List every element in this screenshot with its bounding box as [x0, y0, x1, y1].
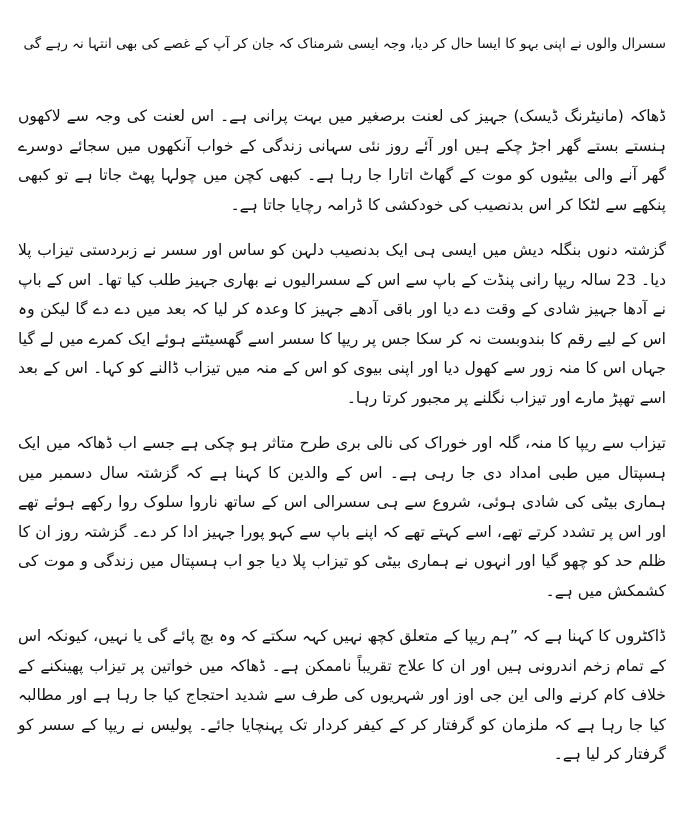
article-paragraph: ڈھاکہ (مانیٹرنگ ڈیسک) جہیز کی لعنت برصغیر میں بہت پرانی ہے۔ اس لعنت کی وجہ سے لاکھوں ہنستے بستے گھر اجڑ چکے ہیں اور آئے روز نئی سہانی زندگی کے خواب آنکھوں میں سجائے دوسرے گھر آنے والی بیٹیوں کو موت کے گھاٹ اتارا جا رہا ہے۔ کبھی کچن میں چولہا پھٹ جاتا ہے تو کبھی پنکھے سے لٹکا کر اس بدنصیب کی خودکشی کا ڈرامہ رچایا جاتا ہے۔ — [18, 107, 666, 214]
article-paragraph: گزشتہ دنوں بنگلہ دیش میں ایسی ہی ایک بدنصیب دلہن کو ساس اور سسر نے زبردستی تیزاب پلا دیا۔ 23 سالہ ریپا رانی پنڈت کے باپ سے اس کے سسرالیوں نے بھاری جہیز طلب کیا تھا۔ اس کے باپ نے آدھا جہیز شادی کے وقت دے دیا اور باقی آدھے جہیز کا وعدہ کر لیا کہ بعد میں دے دے گا لیکن وہ اس کے لیے رقم کا بندوبست نہ کر سکا جس پر ریپا کا سسر اسے گھسیٹتے ہوئے ایک کمرے میں لے گیا جہاں اس کا منہ زور سے کھول دیا اور اپنی بیوی کو اس کے منہ میں تیزاب ڈالنے کو کہا۔ اس کے بعد اسے تھپڑ مارے اور تیزاب نگلنے پر مجبور کرتا رہا۔ — [18, 241, 667, 407]
article-paragraph: تیزاب سے ریپا کا منہ، گلہ اور خوراک کی نالی بری طرح متاثر ہو چکی ہے جسے اب ڈھاکہ میں ایک ہسپتال میں طبی امداد دی جا رہی ہے۔ اس کے والدین کا کہنا ہے کہ گزشتہ سال دسمبر میں ہماری بیٹی کی شادی ہوئی، شروع سے ہی سسرالی اس کے ساتھ ناروا سلوک روا رکھے ہوئے تھے اور اس پر تشدد کرتے تھے، اسے کہتے تھے کہ اپنے باپ سے کہو پورا جہیز ادا کر دے۔ گزشتہ روز ان کا ظلم حد کو چھو گیا اور انہوں نے ہماری بیٹی کو تیزاب پلا دیا جو اب ہسپتال میں زندگی و موت کی کشمکش میں ہے۔ — [18, 434, 666, 600]
article-headline: سسرال والوں نے اپنی بہو کا ایسا حال کر دیا، وجہ ایسی شرمناک کہ جان کر آپ کے غصے کی بھی انتہا نہ رہے گی — [23, 36, 666, 52]
article-body — [18, 102, 666, 770]
article-paragraph: ڈاکٹروں کا کہنا ہے کہ ”ہم ریپا کے متعلق کچھ نہیں کہہ سکتے کہ وہ بچ پائے گی یا نہیں، کیونکہ اس کے تمام زخم اندرونی ہیں اور ان کا علاج تقریباً ناممکن ہے۔ ڈھاکہ میں خواتین پر تیزاب پھینکنے کے خلاف کام کرنے والی این جی اوز اور شہریوں کی طرف سے شدید احتجاج کیا جا رہا ہے اور مطالبہ کیا جا رہا ہے کہ ملزمان کو گرفتار کر کے کیفر کردار تک پہنچایا جائے۔ پولیس نے ریپا کے سسر کو گرفتار کر لیا ہے۔ — [18, 627, 666, 763]
